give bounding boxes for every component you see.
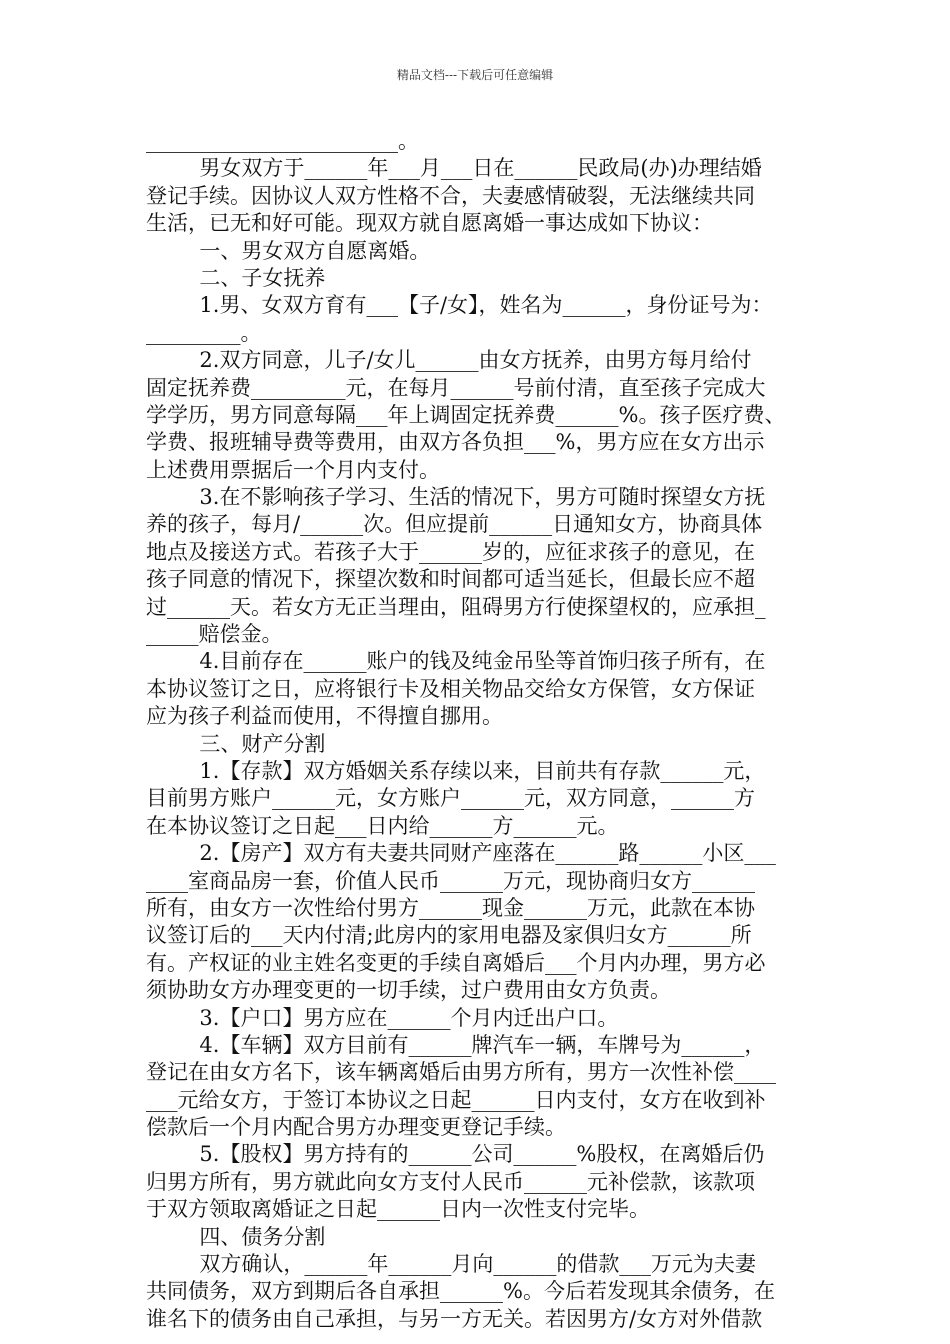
body-text-line: 议签订后的___天内付清;此房内的家用电器及家俱归女方______所 <box>146 923 752 948</box>
body-text-line: 四、债务分割 <box>146 1224 326 1249</box>
body-text-line: 学费、报班辅导费等费用，由双方各负担___%，男方应在女方出示 <box>146 430 765 455</box>
body-text-line: _____赔偿金。 <box>146 622 283 647</box>
body-text-line: 共同债务，双方到期后各自承担______%。今后若发现其余债务，在 <box>146 1279 775 1304</box>
body-text-line: 登记在由女方名下，该车辆离婚后由男方所有，男方一次性补偿____ <box>146 1060 776 1085</box>
body-text-line: 固定抚养费_________元，在每月______号前付清，直至孩子完成大 <box>146 375 766 400</box>
body-text-line: 1.【存款】双方婚姻关系存续以来，目前共有存款______元， <box>146 758 766 783</box>
body-text-line: ___元给女方，于签订本协议之日起______日内支付，女方在收到补 <box>146 1087 766 1112</box>
body-text-line: ____室商品房一套，价值人民币______万元，现协商归女方______ <box>146 868 755 893</box>
body-text-line: 三、财产分割 <box>146 731 326 756</box>
body-text-line: 4.目前存在______账户的钱及纯金吊坠等首饰归孩子所有，在 <box>146 649 766 674</box>
body-text-line: _________。 <box>146 320 262 345</box>
body-text-line: 5.【股权】男方持有的______公司______%股权，在离婚后仍 <box>146 1142 765 1167</box>
body-text-line: 本协议签订之日，应将银行卡及相关物品交给女方保管，女方保证 <box>146 676 755 701</box>
body-text-line: 谁名下的债务由自己承担，与另一方无关。若因男方/女方对外借款 <box>146 1306 763 1331</box>
body-text-line: 学学历，男方同意每隔___年上调固定抚养费______%。孩子医疗费、 <box>146 402 786 427</box>
body-text-line: 2.双方同意，儿子/女儿______由女方抚养，由男方每月给付 <box>146 348 752 373</box>
body-text-line: 双方确认，______年______月向______的借款___万元为夫妻 <box>146 1252 756 1277</box>
document-body <box>146 128 810 1333</box>
body-text-line: ________________________。 <box>146 129 419 153</box>
body-text-line: 2.【房产】双方有夫妻共同财产座落在______路______小区___ <box>146 841 776 866</box>
body-text-line: 应为孩子利益而使用，不得擅自挪用。 <box>146 704 503 729</box>
body-text-line: 地点及接送方式。若孩子大于______岁的，应征求孩子的意见，在 <box>146 539 755 564</box>
body-text-line: 3.在不影响孩子学习、生活的情况下，男方可随时探望女方抚 <box>146 485 766 510</box>
body-text-line: 所有，由女方一次性给付男方______现金______万元，此款在本协 <box>146 895 755 920</box>
body-text-line: 1.男、女双方育有___【子/女】，姓名为______，身份证号为： <box>146 293 773 318</box>
body-text-line: 男女双方于______年___月___日在______民政局(办)办理结婚 <box>146 156 762 181</box>
body-text-line: 在本协议签订之日起___日内给______方______元。 <box>146 813 619 838</box>
body-text-line: 养的孩子，每月/______次。但应提前______日通知女方，协商具体 <box>146 512 763 537</box>
body-text-line: 生活，已无和好可能。现双方就自愿离婚一事达成如下协议： <box>146 211 713 236</box>
body-text-line: 4.【车辆】双方目前有______牌汽车一辆，车牌号为______， <box>146 1032 766 1057</box>
body-text-line: 偿款后一个月内配合男方办理变更登记手续。 <box>146 1115 566 1140</box>
body-text-line: 过______天。若女方无正当理由，阻碍男方行使探望权的，应承担_ <box>146 594 766 619</box>
body-text-line: 二、子女抚养 <box>146 265 326 290</box>
body-text-line: 归男方所有，男方就此向女方支付人民币______元补偿款，该款项 <box>146 1169 755 1194</box>
body-text-line: 有。产权证的业主姓名变更的手续自离婚后___个月内办理，男方必 <box>146 950 766 975</box>
body-text-line: 一、男女双方自愿离婚。 <box>146 238 431 263</box>
body-text-line: 目前男方账户______元，女方账户______元，双方同意，______方 <box>146 786 755 811</box>
body-text-line: 于双方领取离婚证之日起______日内一次性支付完毕。 <box>146 1197 650 1222</box>
body-text-line: 须协助女方办理变更的一切手续，过户费用由女方负责。 <box>146 978 671 1003</box>
body-text-line: 3.【户口】男方应在______个月内迁出户口。 <box>146 1005 619 1030</box>
body-text-line: 上述费用票据后一个月内支付。 <box>146 457 440 482</box>
body-text-line: 登记手续。因协议人双方性格不合，夫妻感情破裂，无法继续共同 <box>146 183 755 208</box>
body-text-line: 孩子同意的情况下，探望次数和时间都可适当延长，但最长应不超 <box>146 567 755 592</box>
page-header: 精品文档---下载后可任意编辑 <box>396 68 554 82</box>
